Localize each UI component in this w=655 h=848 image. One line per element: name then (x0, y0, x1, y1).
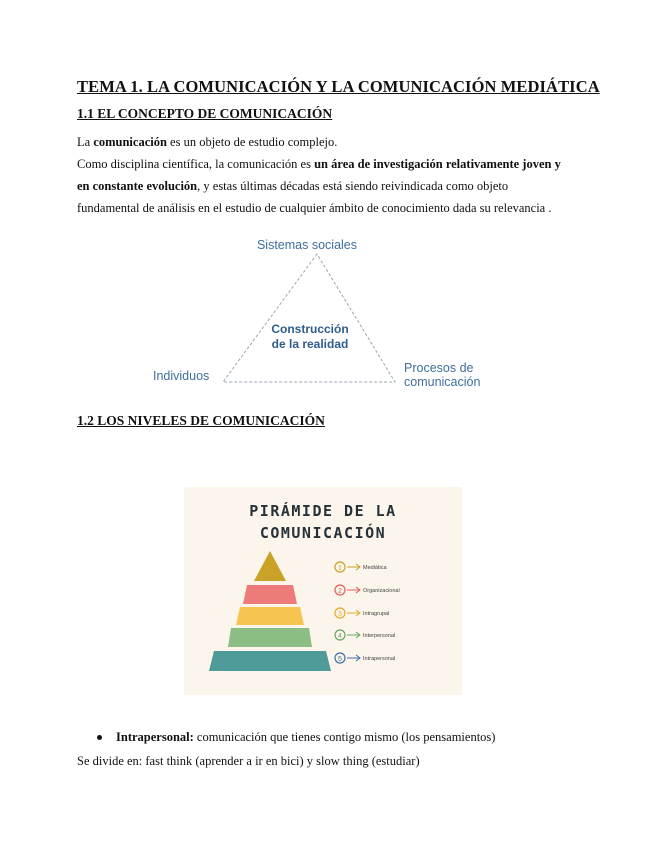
pyramid-graphic (184, 487, 462, 695)
pyramid-level-2 (243, 585, 297, 604)
pyramid-infographic (184, 487, 462, 695)
triangle-label-top: Sistemas sociales (256, 238, 358, 252)
legend-number: 4 (338, 633, 342, 640)
pyramid-title-line-2: COMUNICACIÓN (259, 524, 387, 542)
legend-label: Intrapersonal (363, 656, 396, 662)
note-line: Se divide en: fast think (aprender a ir en bici) y slow thing (estudiar) (77, 754, 420, 768)
arrow-icon (347, 587, 360, 593)
paragraph-line-1 (77, 131, 337, 154)
legend-label: Intragrupal (363, 611, 390, 617)
pyramid-legend-3 (335, 608, 389, 618)
pyramid-legend-4 (335, 630, 395, 640)
pyramid-level-5 (209, 651, 331, 671)
triangle-center-line-2: de la realidad (271, 337, 349, 351)
legend-number: 5 (338, 656, 342, 663)
pyramid-level-1 (254, 551, 286, 581)
section-heading-concept: 1.1 EL CONCEPTO DE COMUNICACIÓN (77, 106, 333, 121)
document-title: TEMA 1. LA COMUNICACIÓN Y LA COMUNICACIÓN MEDIÁTICA (77, 77, 600, 96)
triangle-diagram (150, 228, 485, 398)
legend-number: 1 (338, 565, 342, 572)
legend-label: Interpersonal (363, 633, 396, 639)
text-segment: es un objeto de estudio complejo. (166, 135, 338, 149)
section-heading-levels: 1.2 LOS NIVELES DE COMUNICACIÓN (77, 413, 325, 428)
arrow-icon (347, 610, 360, 616)
text-segment: , y estas últimas décadas está siendo reivindicada como objeto (197, 179, 509, 193)
pyramid-legend-1 (335, 562, 387, 572)
bullet-intrapersonal (97, 730, 495, 745)
paragraph-line-4: fundamental de análisis en el estudio de cualquier ámbito de conocimiento dada su relevancia . (77, 201, 552, 215)
arrow-icon (347, 632, 360, 638)
triangle-label-right-line-1: Procesos de (404, 361, 474, 375)
pyramid-legend-2 (335, 585, 400, 595)
text-segment: La (77, 135, 94, 149)
paragraph-line-2 (77, 153, 561, 176)
arrow-icon (347, 564, 360, 570)
legend-label: Organizacional (363, 588, 400, 594)
bold-term-intrapersonal: Intrapersonal: (116, 730, 194, 744)
triangle-center-line-1: Construcción (271, 322, 349, 336)
bold-phrase: en constante evolución (77, 179, 198, 193)
pyramid-title-line-1: PIRÁMIDE DE LA (249, 502, 397, 520)
bullet-icon (97, 735, 102, 740)
legend-number: 2 (338, 588, 342, 595)
bold-phrase: un área de investigación relativamente joven y (314, 157, 561, 171)
legend-number: 3 (338, 611, 342, 618)
triangle-outline (223, 254, 395, 382)
triangle-label-left: Individuos (153, 369, 210, 383)
pyramid-legend-5 (335, 653, 395, 663)
pyramid-level-4 (228, 628, 312, 647)
bold-term-comunicacion: comunicación (93, 135, 167, 149)
legend-label: Mediática (363, 565, 387, 571)
paragraph-line-3 (77, 175, 508, 198)
bullet-text: comunicación que tienes contigo mismo (los pensamientos) (193, 730, 496, 744)
triangle-label-right-line-2: comunicación (404, 375, 481, 389)
text-segment: Como disciplina científica, la comunicación es (77, 157, 315, 171)
pyramid-level-3 (236, 607, 304, 625)
arrow-icon (347, 655, 360, 661)
